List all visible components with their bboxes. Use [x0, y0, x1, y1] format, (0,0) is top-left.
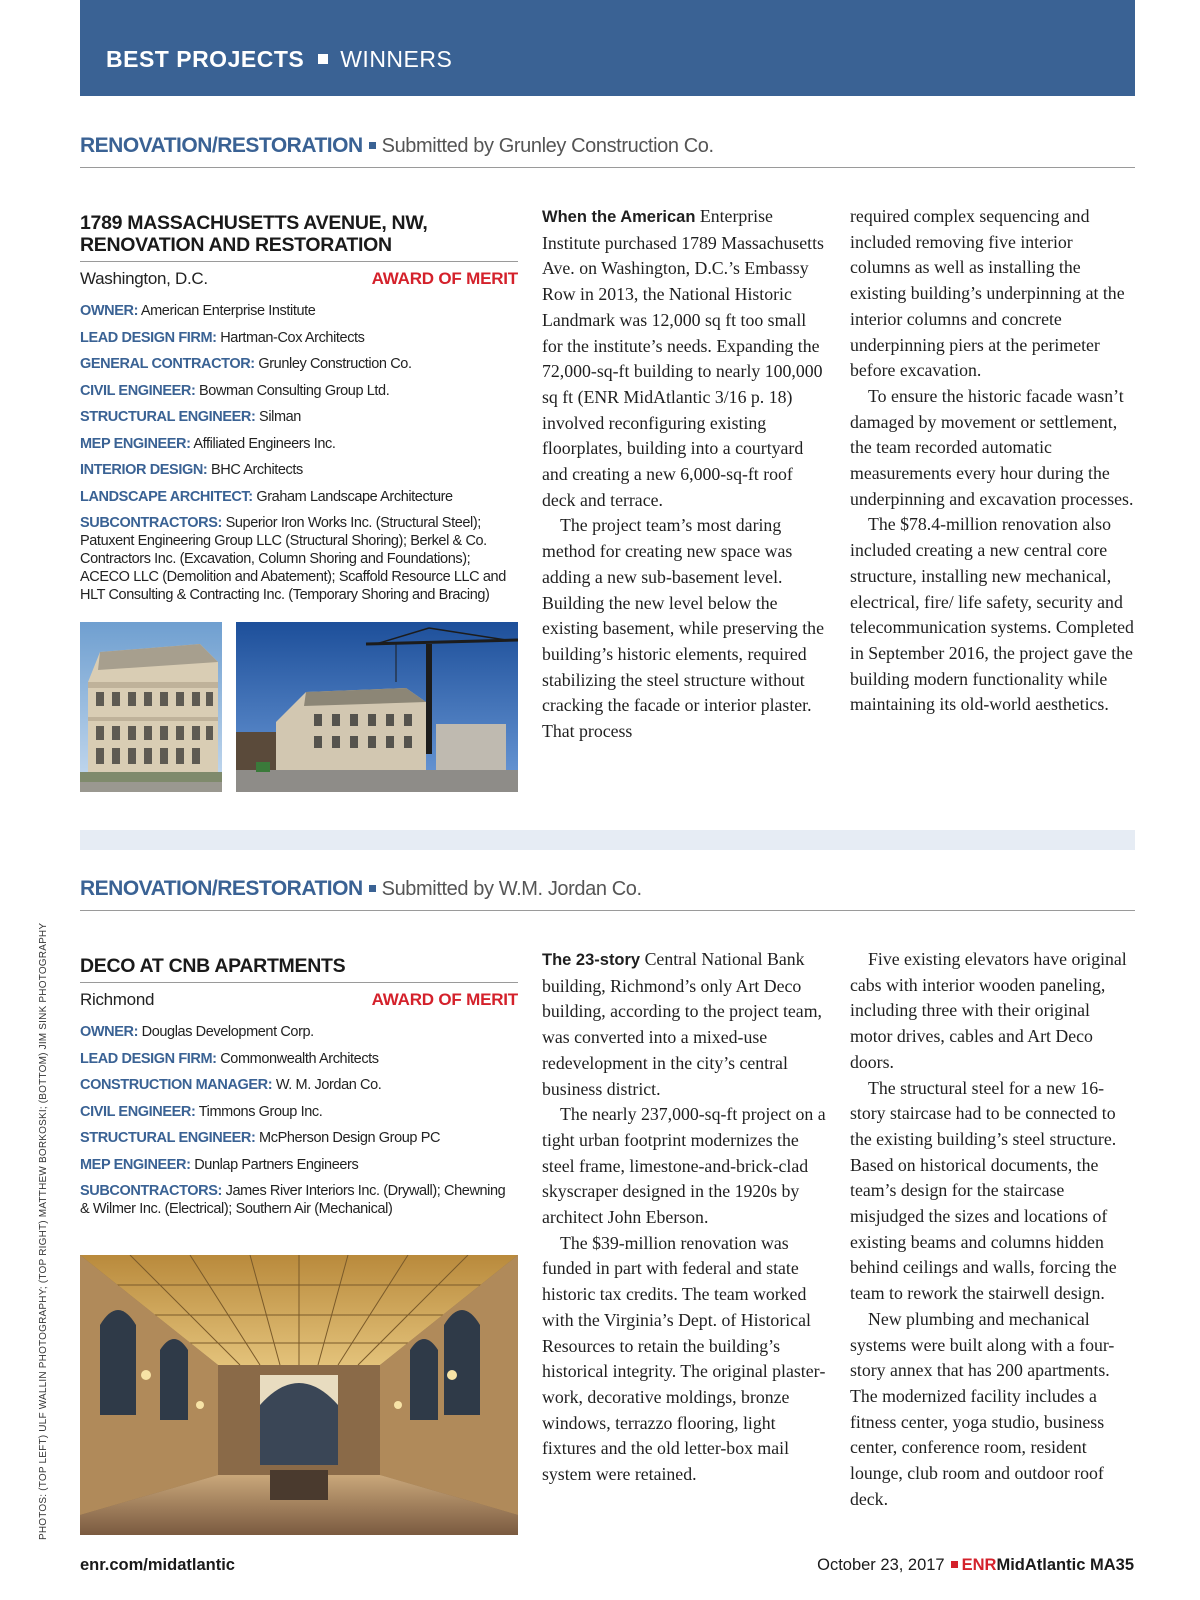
credit-role: MEP ENGINEER:: [80, 435, 191, 452]
article-paragraph: Five existing elevators have original cabs with interior wooden paneling, including three with their original motor drives, cables and Art Deco doors.: [850, 949, 1127, 1072]
interior-hall-illustration: [80, 1255, 518, 1535]
credit-item: [80, 355, 518, 373]
article-column-2: [850, 204, 1135, 718]
credit-item: [80, 514, 518, 604]
credit-item: [80, 1182, 518, 1218]
header-band: [80, 0, 1135, 96]
credit-role: GENERAL CONTRACTOR:: [80, 356, 255, 372]
credit-name: BHC Architects: [210, 462, 303, 478]
section-square-icon: [369, 142, 376, 149]
article-paragraph: New plumbing and mechanical systems were built along with a four-story annex that has 200 apartments. The modernized facility includes a fitness center, yoga studio, business center, conference room, resident lounge, club room and outdoor roof deck.: [850, 1308, 1115, 1509]
article-column-4: [850, 947, 1135, 1512]
section-square-icon: [369, 885, 376, 892]
credit-name: American Enterprise Institute: [140, 303, 316, 319]
credit-item: [80, 1103, 518, 1121]
credit-name: McPherson Design Group PC: [259, 1130, 441, 1146]
paragraph-text: Central National Bank building, Richmond’s only Art Deco building, according to the project team, was converted into a mixed-use redevelopment in the city’s central business district.: [542, 949, 822, 1099]
section-submitted: Submitted by W.M. Jordan Co.: [381, 878, 642, 900]
credit-item: [80, 382, 518, 400]
credit-item: [80, 1156, 518, 1174]
project-title: [80, 955, 518, 983]
project-location: Richmond: [80, 990, 155, 1009]
paragraph-lead: The 23-story: [542, 951, 641, 969]
photo-credit: PHOTOS: (TOP LEFT) ULF WALLIN PHOTOGRAPHY; (TOP RIGHT) MATTHEW BORKOSKI; (BOTTOM) JIM SINK PHOTOGRAPHY: [38, 922, 49, 1540]
credits-list: [80, 302, 518, 604]
credit-item: [80, 1023, 518, 1041]
credits-list: [80, 1023, 518, 1218]
credit-item: [80, 435, 518, 453]
credit-role: LEAD DESIGN FIRM:: [80, 1050, 217, 1067]
credit-name: Commonwealth Architects: [220, 1050, 379, 1067]
construction-site-illustration: [236, 622, 518, 792]
building-facade-photo: [80, 622, 222, 792]
article-paragraph: required complex sequencing and included removing five interior columns as well as installing the existing building’s underpinning at the interior columns and concrete underpinning piers at the perimeter before excavation.: [850, 206, 1125, 381]
credit-item: [80, 329, 518, 347]
credit-name: James River Interiors Inc. (Drywall); Chewning & Wilmer Inc. (Electrical); Southern Air (Mechanical): [80, 1183, 506, 1217]
footer-url[interactable]: enr.com/midatlantic: [80, 1556, 235, 1574]
section-heading-1: [80, 134, 1135, 168]
credit-role: OWNER:: [80, 1024, 139, 1040]
project-title-line: RENOVATION AND RESTORATION: [80, 234, 392, 256]
article-paragraph: The nearly 237,000-sq-ft project on a tight urban footprint modernizes the steel frame, limestone-and-brick-clad skyscraper designed in the 1920s by architect John Eberson.: [542, 1104, 826, 1228]
credit-role: INTERIOR DESIGN:: [80, 462, 208, 478]
award-label: AWARD OF MERIT: [371, 990, 518, 1009]
credit-item: [80, 1076, 518, 1094]
credit-name: Dunlap Partners Engineers: [194, 1156, 359, 1173]
header-title-strong: BEST PROJECTS: [106, 46, 305, 72]
building-facade-illustration: [80, 622, 222, 792]
award-label: AWARD OF MERIT: [371, 269, 518, 288]
footer-square-icon: [951, 1561, 958, 1568]
credit-name: W. M. Jordan Co.: [275, 1077, 382, 1093]
project-location: Washington, D.C.: [80, 269, 208, 288]
header-square-icon: [318, 54, 328, 64]
credit-item: [80, 1050, 518, 1068]
construction-site-photo: [236, 622, 518, 792]
project-info-2: [80, 955, 518, 1227]
credit-name: Affiliated Engineers Inc.: [193, 435, 336, 452]
credit-item: [80, 488, 518, 506]
article-paragraph: The $39-million renovation was funded in part with federal and state historic tax credits. The team worked with the Virginia’s Dept. of Historical Resources to retain the building’s historical integrity. The original plasterwork, decorative moldings, bronze windows, terrazzo flooring, light fixtures and the old letter-box mail system were retained.: [542, 1232, 826, 1485]
credit-name: Timmons Group Inc.: [198, 1103, 323, 1120]
credit-item: [80, 461, 518, 479]
article-paragraph: To ensure the historic facade wasn’t damaged by movement or settlement, the team recorded automatic measurements every hour during the underpinning and excavation processes.: [850, 385, 1134, 509]
section-heading-2: [80, 877, 1135, 911]
footer-brand: MidAtlantic: [996, 1556, 1086, 1574]
location-row: [80, 983, 518, 1015]
credit-name: Hartman-Cox Architects: [220, 329, 365, 346]
credit-role: MEP ENGINEER:: [80, 1156, 191, 1173]
footer-page-number: MA35: [1089, 1556, 1134, 1574]
location-row: [80, 262, 518, 294]
article-paragraph: The project team’s most daring method for creating new space was adding a new sub-basement level. Building the new level below the existing basement, while preserving the building’s historic elements, required stabilizing the steel structure without cracking the facade or interior plaster. That process: [542, 515, 824, 742]
footer-enr: ENR: [961, 1556, 997, 1574]
article-paragraph: The structural steel for a new 16-story staircase had to be connected to the existing building’s steel structure. Based on historical documents, the team’s design for the staircase misjudged the sizes and locations of existing beams and columns hidden behind ceilings and walls, forcing the team to rework the stairwell design.: [850, 1077, 1117, 1304]
credit-role: SUBCONTRACTORS:: [80, 515, 222, 531]
credit-role: LEAD DESIGN FIRM:: [80, 329, 217, 346]
credit-role: SUBCONTRACTORS:: [80, 1183, 222, 1199]
section-divider: [80, 830, 1135, 850]
article-column-1: [542, 204, 827, 745]
credit-role: LANDSCAPE ARCHITECT:: [80, 488, 253, 505]
article-column-3: [542, 947, 827, 1488]
paragraph-text: Enterprise Institute purchased 1789 Massachusetts Ave. on Washington, D.C.’s Embassy Row in 2013, the National Historic Landmark was 12,000 sq ft too small for the institute’s needs. Expanding the 72,000-sq-ft building to nearly 100,000 sq ft (ENR MidAtlantic 3/16 p. 18) involved reconfiguring existing floorplates, building into a courtyard and creating a new 6,000-sq-ft roof deck and terrace.: [542, 206, 824, 510]
credit-name: Silman: [259, 409, 301, 425]
credit-item: [80, 408, 518, 426]
header-title: [106, 46, 452, 73]
header-title-light: WINNERS: [340, 46, 453, 72]
footer-date: October 23, 2017: [817, 1556, 945, 1574]
article-paragraph: [542, 204, 827, 513]
credit-item: [80, 302, 518, 320]
credit-role: CIVIL ENGINEER:: [80, 382, 196, 399]
paragraph-lead: When the American: [542, 208, 696, 226]
project-title-line: 1789 MASSACHUSETTS AVENUE, NW,: [80, 212, 428, 234]
credit-role: OWNER:: [80, 303, 139, 319]
credit-item: [80, 1129, 518, 1147]
credit-role: CIVIL ENGINEER:: [80, 1103, 196, 1120]
credit-name: Graham Landscape Architecture: [256, 488, 453, 505]
section-category: RENOVATION/RESTORATION: [80, 134, 363, 157]
credit-name: Grunley Construction Co.: [258, 356, 412, 372]
section-submitted: Submitted by Grunley Construction Co.: [381, 135, 714, 157]
credit-role: STRUCTURAL ENGINEER:: [80, 409, 256, 425]
credit-role: STRUCTURAL ENGINEER:: [80, 1130, 256, 1146]
article-paragraph: [542, 947, 827, 1102]
credit-name: Bowman Consulting Group Ltd.: [199, 382, 390, 399]
credit-role: CONSTRUCTION MANAGER:: [80, 1077, 273, 1093]
article-paragraph: The $78.4-million renovation also included creating a new central core structure, installing new mechanical, electrical, fire/ life safety, security and telecommunication systems. Completed in September 2016, the project gave the building modern functionality while maintaining its old-world aesthetics.: [850, 514, 1134, 715]
credit-name: Douglas Development Corp.: [141, 1024, 314, 1040]
footer-folio: [817, 1556, 1134, 1575]
section-category: RENOVATION/RESTORATION: [80, 877, 363, 900]
project-info-1: [80, 212, 518, 613]
project-title-line: DECO AT CNB APARTMENTS: [80, 955, 346, 977]
interior-hall-photo: [80, 1255, 518, 1535]
project-title: [80, 212, 518, 262]
credit-name: Superior Iron Works Inc. (Structural Steel); Patuxent Engineering Group LLC (Structural Shoring); Berkel & Co. Contractors Inc. (Excavation, Column Shoring and Foundations); ACECO LLC (Demolition and Abatement); Scaffold Resource LLC and HLT Consulting & Contracting Inc. (Temporary Shoring and Bracing): [80, 515, 506, 603]
